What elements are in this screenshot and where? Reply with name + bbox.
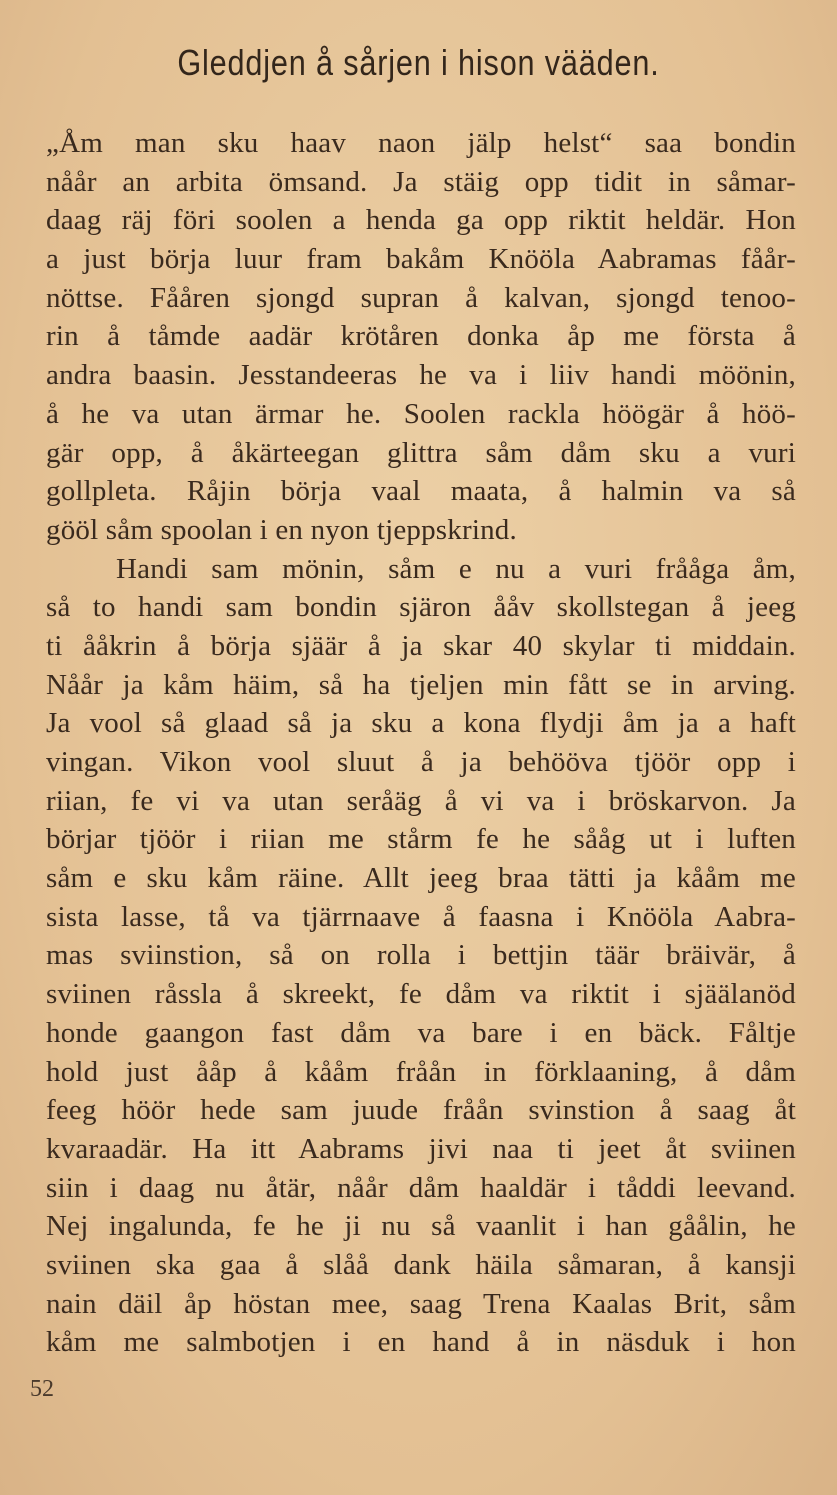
text-line: gollpleta. Råjin börja vaal maata, å halmin va så — [46, 475, 796, 508]
text-line: mas sviinstion, så on rolla i bettjin täär bräivär, å — [46, 939, 796, 972]
text-line: kåm me salmbotjen i en hand å in näsduk i hon — [46, 1326, 796, 1359]
text-line: daag räj föri soolen a henda ga opp riktit heldär. Hon — [46, 204, 796, 237]
text-line: gööl såm spoolan i en nyon tjeppskrind. — [46, 513, 517, 546]
text-line: nöttse. Fååren sjongd supran å kalvan, sjongd tenoo- — [46, 281, 796, 314]
text-line: Nåår ja kåm häim, så ha tjeljen min fått se in arving. — [46, 668, 796, 701]
text-line: Handi sam mönin, såm e nu a vuri frååga åm, — [116, 552, 796, 585]
text-line: hold just ååp å kååm fråån in förklaaning, å dåm — [46, 1055, 796, 1088]
text-line: riian, fe vi va utan seråäg å vi va i bröskarvon. Ja — [46, 784, 796, 817]
text-line: andra baasin. Jesstandeeras he va i liiv handi möönin, — [46, 359, 796, 392]
text-line: sista lasse, tå va tjärrnaave å faasna i Knööla Aabra- — [46, 900, 796, 933]
text-line: a just börja luur fram bakåm Knööla Aabramas fåår- — [46, 243, 796, 276]
text-line: honde gaangon fast dåm va bare i en bäck. Fåltje — [46, 1016, 796, 1049]
text-line: börjar tjöör i riian me stårm fe he sååg ut i luften — [46, 823, 796, 856]
text-line: vingan. Vikon vool sluut å ja behööva tjöör opp i — [46, 746, 796, 778]
text-line: Nej ingalunda, fe he ji nu så vaanlit i han gåålin, he — [46, 1210, 796, 1243]
text-line: så to handi sam bondin sjäron ååv skollstegan å jeeg — [46, 591, 796, 624]
text-line: „Åm man sku haav naon jälp helst“ saa bondin — [46, 127, 796, 159]
text-line: sviinen råssla å skreekt, fe dåm va riktit i sjäälanöd — [46, 978, 796, 1011]
text-line: gär opp, å åkärteegan glittra såm dåm sku a vuri — [46, 436, 796, 469]
text-line: såm e sku kåm räine. Allt jeeg braa tätti ja kååm me — [46, 862, 796, 895]
text-line: sviinen ska gaa å slåå dank häila såmaran, å kansji — [46, 1248, 796, 1281]
body-text — [46, 124, 796, 1362]
text-line: nain däil åp höstan mee, saag Trena Kaalas Brit, såm — [46, 1287, 796, 1320]
chapter-title: Gleddjen å sårjen i hison vääden. — [177, 42, 660, 83]
text-line: å he va utan ärmar he. Soolen rackla höögär å höö- — [46, 397, 796, 430]
text-line: feeg höör hede sam juude fråån svinstion å saag åt — [46, 1094, 796, 1127]
text-line: kvaraadär. Ha itt Aabrams jivi naa ti jeet åt sviinen — [46, 1132, 796, 1165]
text-line: rin å tåmde aadär krötåren donka åp me första å — [46, 320, 796, 353]
text-line: Ja vool så glaad så ja sku a kona flydji åm ja a haft — [46, 707, 796, 740]
page-number: 52 — [30, 1376, 54, 1402]
text-line: ti ååkrin å börja sjäär å ja skar 40 skylar ti middain. — [46, 629, 796, 662]
text-line: nåår an arbita ömsand. Ja stäig opp tidit in såmar- — [46, 165, 796, 198]
text-line: siin i daag nu åtär, nåår dåm haaldär i tåddi leevand. — [46, 1171, 796, 1204]
